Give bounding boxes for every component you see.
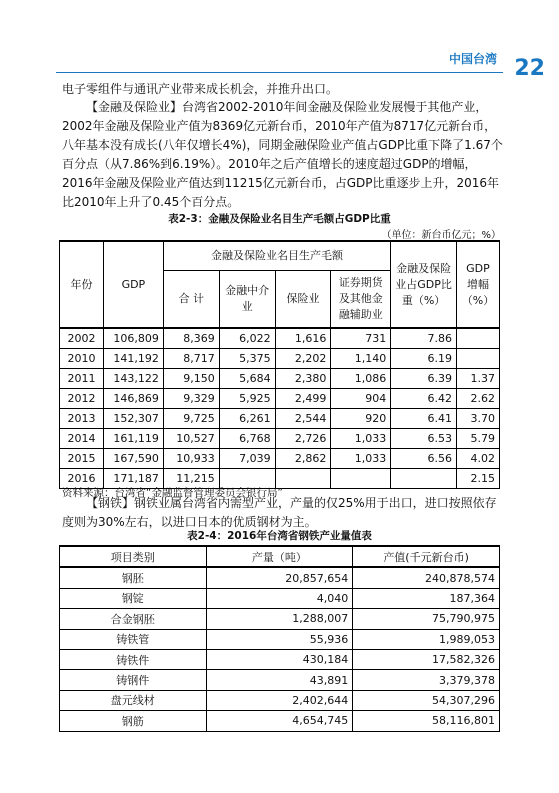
cell-category: 铸铁管 (60, 629, 207, 649)
cell-share: 7.86 (391, 328, 457, 349)
cell-share: 6.39 (391, 369, 457, 389)
cell-share: 6.56 (391, 449, 457, 469)
cell-insurance: 2,726 (275, 429, 331, 449)
cell-category: 合金钢胚 (60, 609, 207, 629)
cell-insurance: 2,380 (275, 369, 331, 389)
cell-year: 2015 (60, 449, 104, 469)
cell-growth: 3.70 (456, 409, 499, 429)
cell-securities: 1,140 (331, 349, 391, 369)
table-row (60, 369, 500, 389)
cell-securities: 920 (331, 409, 391, 429)
cell-gdp: 143,122 (103, 369, 163, 389)
cell-gdp: 167,590 (103, 449, 163, 469)
cell-insurance: 2,499 (275, 389, 331, 409)
header-gdp: GDP (103, 241, 163, 328)
cell-output: 55,936 (206, 629, 353, 649)
cell-output: 4,654,745 (206, 711, 353, 731)
table-row (60, 567, 500, 588)
cell-total: 10,933 (163, 449, 219, 469)
header-output: 产量（吨） (206, 546, 353, 567)
cell-gdp: 152,307 (103, 409, 163, 429)
table-row (60, 609, 500, 629)
header-securities: 证券期货及其他金融辅助业 (331, 271, 391, 329)
cell-value: 75,790,975 (353, 609, 500, 629)
table-row (60, 588, 500, 608)
cell-securities (331, 469, 391, 489)
cell-intermediary: 5,925 (219, 389, 275, 409)
cell-share: 6.42 (391, 389, 457, 409)
cell-share: 6.41 (391, 409, 457, 429)
cell-category: 盘元线材 (60, 690, 207, 710)
cell-insurance: 1,616 (275, 328, 331, 349)
cell-intermediary: 6,261 (219, 409, 275, 429)
cell-output: 1,288,007 (206, 609, 353, 629)
table-row (60, 409, 500, 429)
header-insurance: 保险业 (275, 271, 331, 329)
cell-value: 17,582,326 (353, 649, 500, 669)
cell-gdp: 146,869 (103, 389, 163, 409)
cell-total: 8,717 (163, 349, 219, 369)
cell-category: 钢筋 (60, 711, 207, 731)
table-row (60, 449, 500, 469)
cell-total: 10,527 (163, 429, 219, 449)
table-row (60, 349, 500, 369)
cell-growth: 2.62 (456, 389, 499, 409)
cell-value: 1,989,053 (353, 629, 500, 649)
header-intermediary: 金融中介业 (219, 271, 275, 329)
cell-year: 2013 (60, 409, 104, 429)
cell-gdp: 106,809 (103, 328, 163, 349)
table-row (60, 429, 500, 449)
cell-value: 187,364 (353, 588, 500, 608)
cell-value: 240,878,574 (353, 567, 500, 588)
cell-growth (456, 328, 499, 349)
cell-securities: 1,033 (331, 429, 391, 449)
cell-gdp: 171,187 (103, 469, 163, 489)
header-rule (56, 72, 503, 73)
header-total: 合 计 (163, 271, 219, 329)
paragraph-intro: 电子零组件与通讯产业带来成长机会，并推升出口。 (62, 82, 339, 96)
cell-share: 6.19 (391, 349, 457, 369)
cell-year: 2002 (60, 328, 104, 349)
cell-share: 6.53 (391, 429, 457, 449)
cell-intermediary: 6,768 (219, 429, 275, 449)
page-number: 22 (514, 56, 545, 81)
cell-value: 3,379,378 (353, 670, 500, 690)
header-share: 金融及保险业占GDP比重（%） (391, 241, 457, 328)
cell-securities: 904 (331, 389, 391, 409)
header-group: 金融及保险业名目生产毛额 (163, 241, 390, 271)
cell-insurance: 2,862 (275, 449, 331, 469)
cell-share (391, 469, 457, 489)
table-row (60, 389, 500, 409)
cell-total: 9,150 (163, 369, 219, 389)
cell-intermediary: 7,039 (219, 449, 275, 469)
cell-securities: 1,033 (331, 449, 391, 469)
cell-category: 铸铁件 (60, 649, 207, 669)
cell-intermediary: 6,022 (219, 328, 275, 349)
cell-year: 2012 (60, 389, 104, 409)
cell-gdp: 141,192 (103, 349, 163, 369)
header-category: 项目类别 (60, 546, 207, 567)
table-row (60, 328, 500, 349)
cell-insurance (275, 469, 331, 489)
cell-growth: 1.37 (456, 369, 499, 389)
cell-securities: 1,086 (331, 369, 391, 389)
table-row (60, 670, 500, 690)
cell-output: 20,857,654 (206, 567, 353, 588)
paragraph-finance: 【金融及保险业】台湾省2002-2010年间金融及保险业发展慢于其他产业，2002年金融及保险业产值为8369亿元新台币，2010年产值为8717亿元新台币，八年基本没有成长(八年仅增长4%)，同期金融保险业产值占GDP比重下降了1.67个百分点（从7.86%到6.19%）。2010年之后产值增长的速度超过GDP的增幅，2016年金融及保险业产值达到11215亿元新台币，占GDP比重逐步上升，2016年比2010年上升了0.45个百分点。 (62, 100, 503, 209)
paragraph-steel: 【钢铁】钢铁业属台湾省内需型产业，产量的仅25%用于出口，进口按照依存度则为30%左右，以进口日本的优质钢材为主。 (62, 496, 497, 529)
cell-securities: 731 (331, 328, 391, 349)
table2-caption: 表2-4：2016年台湾省钢铁产业量值表 (187, 530, 372, 542)
cell-year: 2011 (60, 369, 104, 389)
table1-unit: （单位：新台币亿元；%） (381, 230, 501, 241)
cell-total: 9,329 (163, 389, 219, 409)
cell-output: 430,184 (206, 649, 353, 669)
cell-output: 43,891 (206, 670, 353, 690)
cell-growth (456, 349, 499, 369)
cell-output: 2,402,644 (206, 690, 353, 710)
cell-growth: 4.02 (456, 449, 499, 469)
cell-year: 2014 (60, 429, 104, 449)
cell-growth: 5.79 (456, 429, 499, 449)
cell-insurance: 2,544 (275, 409, 331, 429)
cell-total: 11,215 (163, 469, 219, 489)
cell-value: 54,307,296 (353, 690, 500, 710)
table1-source: 资料来源：台湾省“金融监督管理委员会银行局” (62, 487, 283, 499)
cell-output: 4,040 (206, 588, 353, 608)
cell-growth: 2.15 (456, 469, 499, 489)
header-growth: GDP增幅（%） (456, 241, 499, 328)
cell-intermediary: 5,684 (219, 369, 275, 389)
cell-gdp: 161,119 (103, 429, 163, 449)
header-value: 产值(千元新台币) (353, 546, 500, 567)
table-row (60, 690, 500, 710)
table-row (60, 629, 500, 649)
table-row (60, 649, 500, 669)
cell-value: 58,116,801 (353, 711, 500, 731)
cell-year: 2010 (60, 349, 104, 369)
cell-intermediary: 5,375 (219, 349, 275, 369)
finance-table (59, 240, 500, 489)
cell-year: 2016 (60, 469, 104, 489)
cell-category: 钢胚 (60, 567, 207, 588)
cell-total: 9,725 (163, 409, 219, 429)
steel-table (59, 545, 500, 732)
header-year: 年份 (60, 241, 104, 328)
cell-total: 8,369 (163, 328, 219, 349)
cell-category: 钢锭 (60, 588, 207, 608)
table-row (60, 711, 500, 731)
cell-category: 铸钢件 (60, 670, 207, 690)
cell-insurance: 2,202 (275, 349, 331, 369)
table1-caption: 表2-3：金融及保险业名目生产毛额占GDP比重 (168, 213, 391, 225)
section-title: 中国台湾 (448, 52, 497, 66)
